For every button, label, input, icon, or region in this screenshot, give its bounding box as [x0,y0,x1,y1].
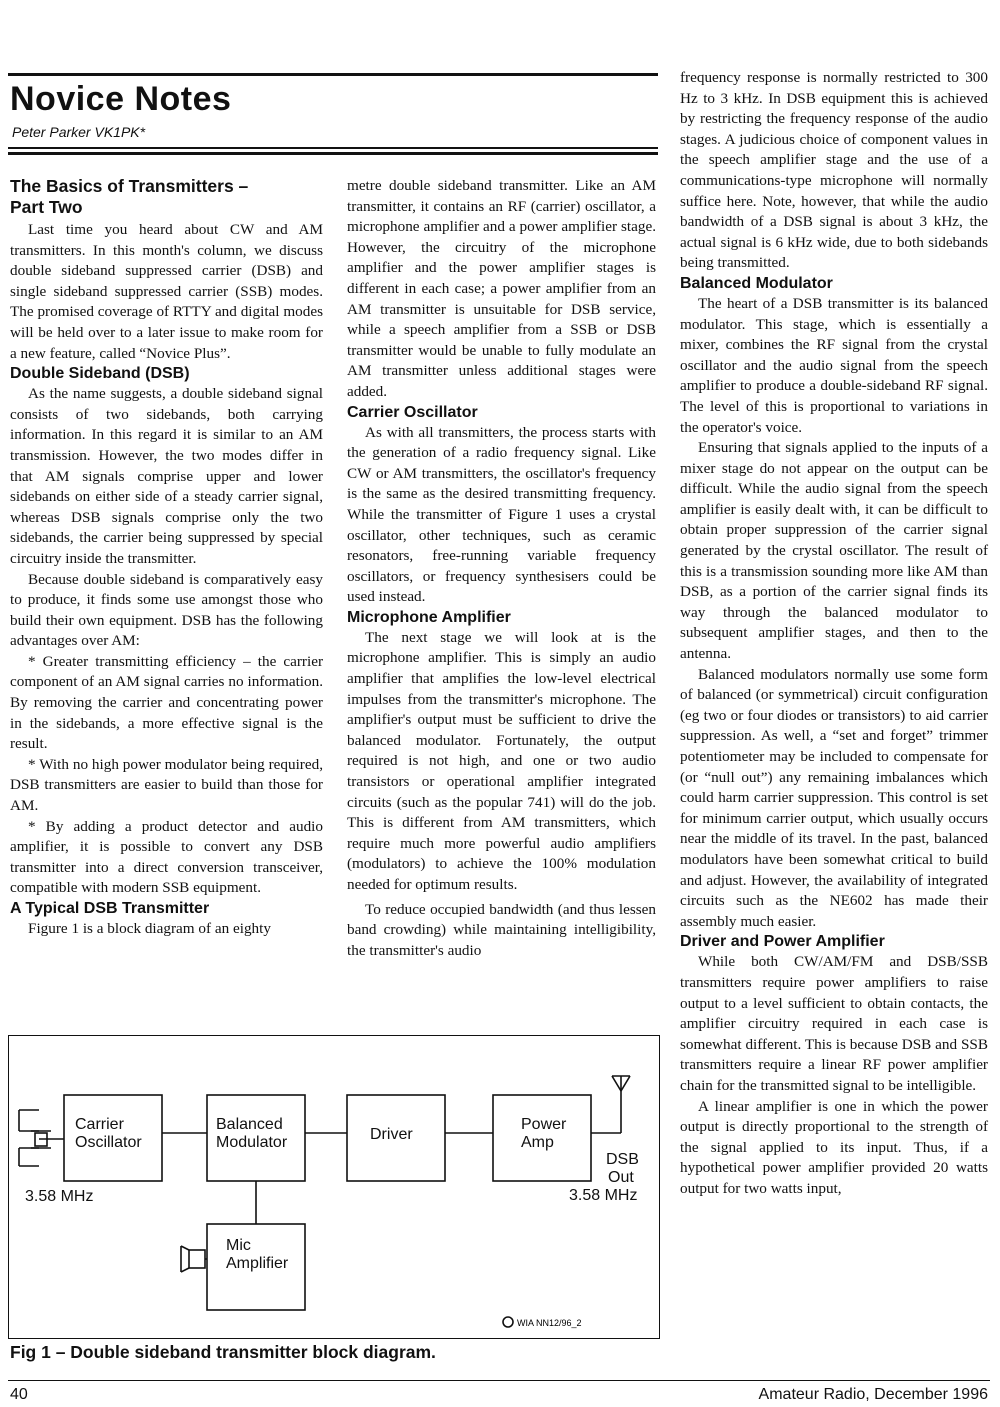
paragraph: Figure 1 is a block diagram of an eighty [28,920,271,937]
dsb-out-label-2: Out [608,1169,634,1186]
publication-line: Amateur Radio, December 1996 [758,1386,988,1403]
copyright-icon [503,1317,513,1327]
header-rule-upper [8,147,658,149]
bullet-paragraph: * With no high power modulator being required, DSB transmitters are easier to build than those for AM. [10,755,323,815]
antenna-icon [612,1076,630,1091]
power-amp-label-1: Power [521,1116,567,1133]
balanced-label-1: Balanced [216,1116,283,1133]
balanced-label-2: Modulator [216,1134,288,1151]
column-title: Novice Notes [10,80,232,118]
dsb-out-label-1: DSB [606,1151,639,1168]
column-1 [10,176,323,940]
paragraph: The next stage we will look at is the microphone amplifier. This is simply an audio amplifier that amplifies the low-level electrical impulses from the transmitter's microphone. The amplifier's output must be sufficient to drive the balanced modulator. Fortunately, the output required is not high, and one or two audio transistors or operational amplifier integrated circuits (such as the popular 741) will do the job. This is different from AM transmitters, which require much more powerful audio amplifiers (modulators) to achieve the 100% modulation needed for optimum results. [347,628,656,893]
section-heading-typical: A Typical DSB Transmitter [10,900,210,917]
section-heading-driver: Driver and Power Amplifier [680,933,885,951]
paragraph: A linear amplifier is one in which the power output is directly proportional to the strength of the signal applied to its input. Thus, if a hypothetical power amplifier provided 20 watts output for two watts input, [680,1097,988,1197]
driver-label: Driver [370,1126,413,1143]
top-rule [8,73,658,76]
paragraph: Because double sideband is comparatively easy to produce, it finds some use amongst those who build their own equipment. DSB has the following advantages over AM: [10,570,323,650]
paragraph: Ensuring that signals applied to the inputs of a mixer stage do not appear on the output can be difficult. While the audio signal from the speech amplifier is easily dealt with, it can be difficult to obtain proper suppression of the carrier signal generated by the crystal oscillator. The result of this is a transmission sounding more like AM than DSB, as a portion of the carrier signal finds its way through the balanced modulator to subsequent amplifier stages, and then to the antenna. [680,439,988,663]
power-amp-label-2: Amp [521,1134,554,1151]
paragraph: While both CW/AM/FM and DSB/SSB transmitters require power amplifiers to raise output to a level sufficient to obtain contacts, the amplifier circuitry required in each case is somewhat different. This is because DSB and SSB transmitters require a linear RF power amplifier chain for the transmitted signal to be intelligible. [680,953,988,1094]
section-heading-dsb: Double Sideband (DSB) [10,365,190,383]
mic-label-2: Amplifier [226,1255,289,1272]
column-2 [347,176,656,961]
carrier-label-2: Oscillator [75,1134,142,1151]
block-diagram [9,1036,659,1338]
paragraph: As with all transmitters, the process starts with the generation of a radio frequency signal. Like CW or AM transmitters, the oscillator's frequency is the same as the desired transmitting frequency. While the transmitter of Figure 1 uses a crystal oscillator, other techniques, such as ceramic resonators, free-running variable frequency oscillators, or frequency synthesisers could be used instead. [347,423,656,606]
page-number: 40 [10,1386,28,1403]
author-byline: Peter Parker VK1PK* [12,124,146,140]
paragraph: To reduce occupied bandwidth (and thus lessen band crowding) while maintaining intelligibility, the transmitter's audio [347,900,656,959]
section-heading-balanced: Balanced Modulator [680,274,833,292]
freq-left-label: 3.58 MHz [25,1188,94,1205]
column-3 [680,68,988,1199]
header-rule-lower [8,152,658,155]
microphone-icon [181,1246,207,1272]
figure-caption: Fig 1 – Double sideband transmitter block diagram. [10,1342,436,1362]
paragraph: Last time you heard about CW and AM transmitters. In this month's column, we discuss double sideband suppressed carrier (DSB) and single sideband suppressed carrier (SSB) modes. The promised coverage of RTTY and digital modes will be held over to a later issue to make room for a new feature, called “Novice Plus”. [10,221,323,362]
section-heading-carrier: Carrier Oscillator [347,403,478,421]
article-title: The Basics of Transmitters – Part Two [10,176,249,217]
bullet-paragraph: * Greater transmitting efficiency – the carrier component of an AM signal carries no information. By removing the carrier and concentrating power in the sidebands, a more effective signal is the result. [10,652,323,753]
bullet-paragraph: * By adding a product detector and audio amplifier, it is possible to convert any DSB transmitter into a direct conversion transceiver, compatible with modern SSB equipment. [10,817,323,897]
paragraph: Balanced modulators normally use some form of balanced (or symmetrical) circuit configuration (eg two or four diodes or transistors) to aid carrier suppression. As well, a “set and forget” trimmer potentiometer may be included to compensate for (or “null out”) any remaining imbalances which could harm carrier suppression. This control is set for minimum carrier output, which usually occurs near the middle of its travel. In the past, balanced modulators have been somewhat critical to build and adjust. However, the availability of integrated circuits such as the NE602 has made their assembly much easier. [680,665,988,930]
carrier-label-1: Carrier [75,1116,124,1133]
paragraph: As the name suggests, a double sideband signal consists of two sidebands, both carrying information. In this regard it is similar to an AM transmission. However, the two modes differ in that AM signals comprise upper and lower sidebands on either side of a steady carrier signal, whereas DSB signals comprise only the two sidebands, the carrier being suppressed by special circuitry inside the transmitter. [10,385,323,567]
paragraph: The heart of a DSB transmitter is its balanced modulator. This stage, which is essentially a mixer, combines the RF signal from the crystal oscillator and the audio signal from the speech amplifier to produce a double-sideband RF signal. The level of this is proportional to variations in the operator's voice. [680,294,988,436]
section-heading-mic: Microphone Amplifier [347,608,511,626]
freq-right-label: 3.58 MHz [569,1187,638,1204]
footer-rule [8,1380,990,1381]
mic-label-1: Mic [226,1237,251,1254]
figure-1 [8,1035,660,1339]
paragraph: metre double sideband transmitter. Like an AM transmitter, it contains an RF (carrier) oscillator, a microphone amplifier and a power amplifier stage. However, the circuitry of the microphone amplifier and the power amplifier stages is different in each case; a power amplifier from an AM transmitter is unsuitable for DSB service, while a speech amplifier from a SSB or DSB transmitter would be unable to fully modulate an AM transmitter unless additional stages were added. [347,177,656,400]
paragraph: frequency response is normally restricted to 300 Hz to 3 kHz. In DSB equipment this is achieved by restricting the frequency response of the audio stages. A judicious choice of component values in the speech amplifier stage and the use of a communications-type microphone will normally suffice here. Note, however, that while the audio bandwidth of a DSB signal is about 3 kHz, the actual signal is 6 kHz wide, due to both sidebands being transmitted. [680,69,988,272]
copyright-text: WIA NN12/96_2 [517,1318,582,1328]
crystal-icon [19,1110,64,1166]
